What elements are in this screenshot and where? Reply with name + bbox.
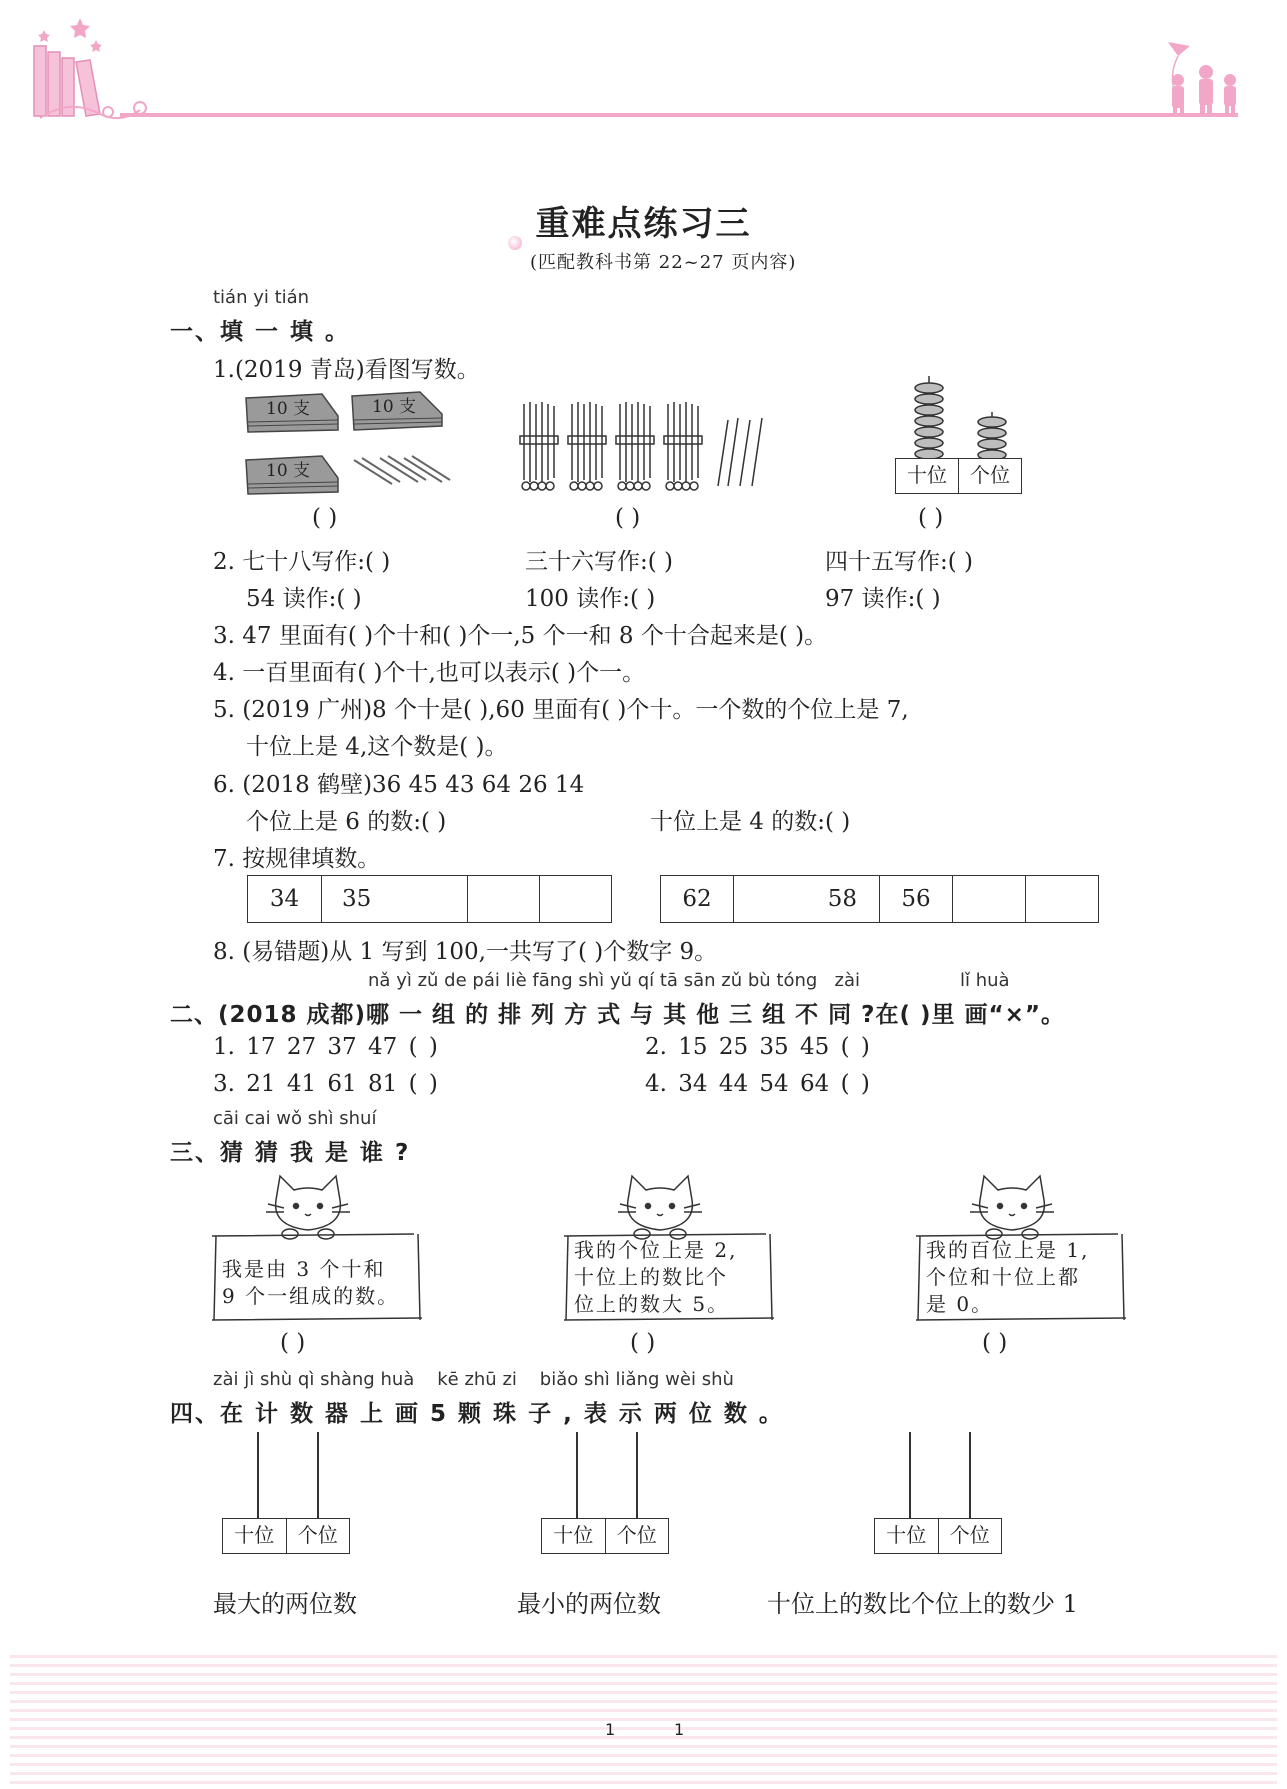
q1-text: 1.(2019 青岛)看图写数。 [213, 357, 480, 383]
books-logo-icon [34, 46, 100, 116]
q1-answer-1[interactable]: ( ) [312, 505, 338, 531]
section3-heading: 三、猜 猜 我 是 谁 ? [170, 1140, 411, 1166]
q6-line2-a: 个位上是 6 的数:( ) [246, 809, 447, 835]
ones-label: 个位 [938, 1519, 1002, 1553]
card2-line: 位上的数大 5。 [574, 1292, 730, 1316]
s2-item-2: 2. 15 25 35 45 ( ) [645, 1034, 870, 1060]
stick-bundles-icon [518, 400, 780, 495]
sequence-box-2 [660, 875, 1099, 923]
footer-band [10, 1655, 1277, 1789]
bundle-label: 10 支 [266, 399, 311, 419]
section2-pinyin: nǎ yì zǔ de pái liè fāng shì yǔ qí tā sān zǔ bù tóng zài lǐ huà [368, 970, 1010, 991]
card2-line: 十位上的数比个 [574, 1265, 728, 1289]
star-icon [38, 18, 102, 52]
q2-line2-b: 100 读作:( ) [525, 586, 656, 612]
s2-item-1: 1. 17 27 37 47 ( ) [213, 1034, 438, 1060]
card1-line: 我是由 3 个十和 [222, 1257, 386, 1281]
page-subtitle: (匹配教科书第 22~27 页内容) [530, 252, 797, 273]
q4-text: 4. 一百里面有( )个十,也可以表示( )个一。 [213, 660, 646, 686]
sequence-cell-blank[interactable] [953, 876, 1026, 922]
card1-line: 9 个一组成的数。 [222, 1284, 400, 1308]
place-value-box [541, 1518, 669, 1554]
q7-text: 7. 按规律填数。 [213, 846, 381, 872]
q2-line2-c: 97 读作:( ) [825, 586, 941, 612]
sequence-box-1 [247, 875, 612, 923]
q6-line1: 6. (2018 鹤壁)36 45 43 64 26 14 [213, 772, 585, 798]
place-value-box [222, 1518, 350, 1554]
q5-line2: 十位上是 4,这个数是( )。 [246, 734, 508, 760]
tens-label: 十位 [907, 463, 947, 487]
sequence-cell-blank[interactable] [468, 876, 540, 922]
children-kite-icon [1168, 42, 1236, 116]
section4-pinyin: zài jì shù qì shàng huà kē zhū zi biǎo shì liǎng wèi shù [213, 1369, 734, 1390]
q1-picture-bundles [244, 388, 464, 498]
card2-answer[interactable]: ( ) [630, 1330, 656, 1356]
cat-icon [266, 1176, 350, 1239]
ones-label: 个位 [605, 1519, 669, 1553]
tens-label: 十位 [553, 1523, 594, 1547]
section2-heading: 二、(2018 成都)哪 一 组 的 排 列 方 式 与 其 他 三 组 不 同 ?在( )里 画“×”。 [170, 1002, 1066, 1028]
ones-rod[interactable] [636, 1432, 638, 1522]
q6-line2-b: 十位上是 4 的数:( ) [650, 809, 851, 835]
tens-label: 十位 [234, 1523, 275, 1547]
counter-largest[interactable] [222, 1432, 352, 1562]
tens-rod[interactable] [257, 1432, 259, 1522]
section4-heading: 四、在 计 数 器 上 画 5 颗 珠 子 , 表 示 两 位 数 。 [170, 1401, 784, 1427]
section1-heading: 一、填 一 填 。 [170, 319, 351, 345]
q5-line1: 5. (2019 广州)8 个十是( ),60 里面有( )个十。一个数的个位上是 7, [213, 697, 909, 723]
q2-line1-b: 三十六写作:( ) [525, 549, 674, 575]
q2-line1-c: 四十五写作:( ) [825, 549, 974, 575]
abacus-place-value-box [895, 458, 1022, 494]
card3-line: 个位和十位上都 [926, 1265, 1080, 1289]
sequence-cell: 35 [322, 876, 468, 922]
q2-line2-a: 54 读作:( ) [246, 586, 362, 612]
sequence-cell: 58 [734, 876, 880, 922]
page-number-left: 1 [605, 1720, 616, 1739]
caption-largest: 最大的两位数 [213, 1590, 357, 1618]
q1-answer-3[interactable]: ( ) [918, 505, 944, 531]
card3-line: 是 0。 [926, 1292, 994, 1316]
tens-rod[interactable] [576, 1432, 578, 1522]
card3-line: 我的百位上是 1, [926, 1238, 1090, 1262]
place-value-box [874, 1518, 1002, 1554]
cat-icon [970, 1176, 1054, 1239]
header-rule [120, 113, 1238, 117]
sequence-cell: 34 [248, 876, 322, 922]
q1-answer-2[interactable]: ( ) [615, 505, 641, 531]
q2-line1-a: 2. 七十八写作:( ) [213, 549, 391, 575]
ones-rod[interactable] [969, 1432, 971, 1522]
bundle-label: 10 支 [372, 397, 417, 417]
s2-item-3: 3. 21 41 61 81 ( ) [213, 1071, 438, 1097]
abacus-icon [894, 372, 1024, 466]
card2-line: 我的个位上是 2, [574, 1238, 738, 1262]
sequence-cell: 62 [661, 876, 734, 922]
page-title: 重难点练习三 [535, 204, 752, 244]
s2-item-4: 4. 34 44 54 64 ( ) [645, 1071, 870, 1097]
card1-answer[interactable]: ( ) [280, 1330, 306, 1356]
header-decoration [0, 0, 1287, 140]
counter-smallest[interactable] [541, 1432, 671, 1562]
q8-text: 8. (易错题)从 1 写到 100,一共写了( )个数字 9。 [213, 939, 718, 965]
sequence-cell-blank[interactable] [540, 876, 611, 922]
caption-tens-less: 十位上的数比个位上的数少 1 [767, 1590, 1078, 1618]
bundle-label: 10 支 [266, 461, 311, 481]
section1-pinyin: tián yi tián [213, 287, 310, 308]
sequence-cell-blank[interactable] [1026, 876, 1097, 922]
tens-label: 十位 [886, 1523, 927, 1547]
q3-text: 3. 47 里面有( )个十和( )个一,5 个一和 8 个十合起来是( )。 [213, 623, 828, 649]
counter-tens-less-than-ones[interactable] [874, 1432, 1004, 1562]
page-number-right: 1 [674, 1720, 685, 1739]
cat-icon [618, 1176, 702, 1239]
ones-label: 个位 [286, 1519, 350, 1553]
sequence-cell: 56 [880, 876, 953, 922]
card3-answer[interactable]: ( ) [982, 1330, 1008, 1356]
tens-rod[interactable] [909, 1432, 911, 1522]
section3-pinyin: cāi cai wǒ shì shuí [213, 1108, 377, 1129]
ones-label: 个位 [958, 459, 1021, 493]
caption-smallest: 最小的两位数 [517, 1590, 661, 1618]
ones-rod[interactable] [317, 1432, 319, 1522]
